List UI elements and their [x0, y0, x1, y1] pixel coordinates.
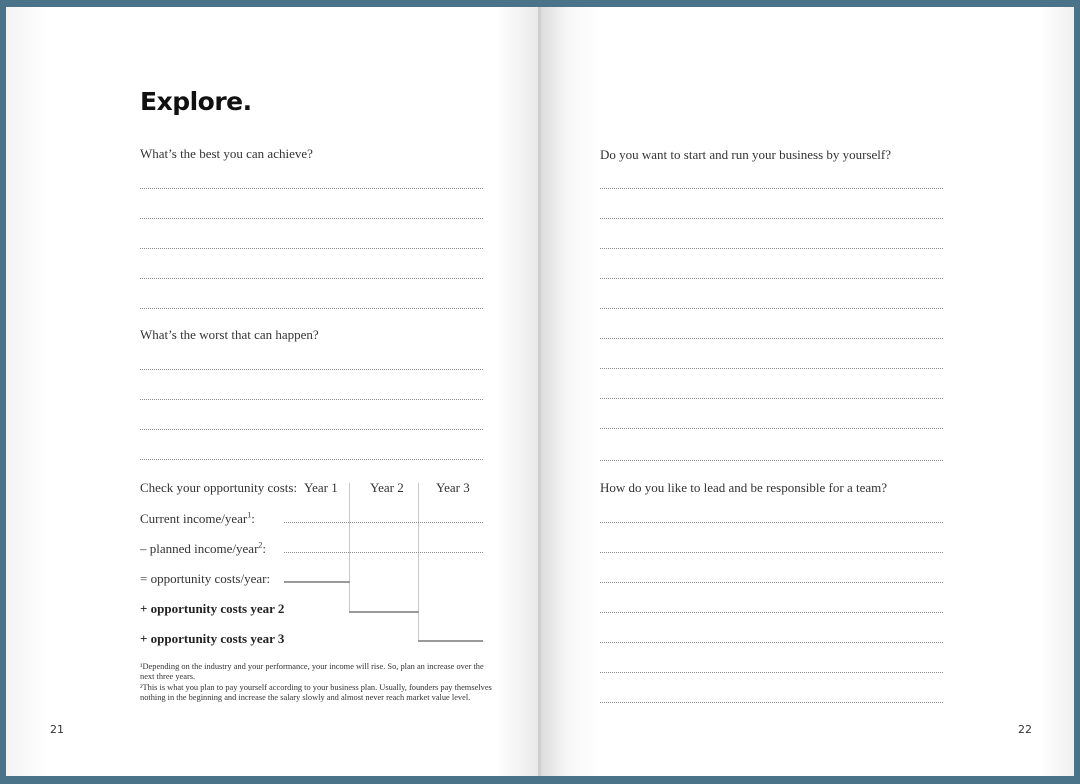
- answer-line[interactable]: [140, 459, 483, 460]
- current-income-input[interactable]: [284, 522, 483, 523]
- question-run-alone: Do you want to start and run your business by yourself?: [600, 147, 892, 162]
- answer-line[interactable]: [600, 552, 943, 553]
- opportunity-heading: Check your opportunity costs:: [140, 480, 298, 495]
- page-number-right: 22: [1018, 723, 1032, 736]
- answer-line[interactable]: [600, 642, 943, 643]
- year-1-total-line[interactable]: [284, 581, 350, 583]
- right-page: [540, 7, 1074, 776]
- costs-year-2-label: + opportunity costs year 2: [140, 601, 285, 616]
- answer-line[interactable]: [600, 308, 943, 309]
- answer-line[interactable]: [600, 460, 943, 461]
- planned-income-label: – planned income/year$^2$:: [140, 540, 267, 556]
- question-best: What’s the best you can achieve?: [140, 146, 313, 161]
- book-gutter: [538, 7, 541, 776]
- answer-line[interactable]: [600, 672, 943, 673]
- answer-line[interactable]: [600, 398, 943, 399]
- answer-line[interactable]: [600, 522, 943, 523]
- column-divider: [349, 483, 350, 613]
- answer-line[interactable]: [140, 188, 483, 189]
- answer-line[interactable]: [600, 248, 943, 249]
- page-number-left: 21: [50, 723, 64, 736]
- answer-line[interactable]: [600, 702, 943, 703]
- answer-line[interactable]: [140, 399, 483, 400]
- year-1-header: Year 1: [304, 480, 338, 495]
- answer-line[interactable]: [140, 278, 483, 279]
- answer-line[interactable]: [600, 278, 943, 279]
- footnote-1: ¹Depending on the industry and your performance, your income will rise. So, plan an increase over the next three years.: [140, 662, 484, 681]
- year-3-header: Year 3: [436, 480, 470, 495]
- answer-line[interactable]: [140, 369, 483, 370]
- answer-line[interactable]: [600, 428, 943, 429]
- current-income-label: Current income/year$^1$:: [140, 510, 255, 526]
- open-book: [6, 7, 1074, 776]
- planned-income-input[interactable]: [284, 552, 483, 553]
- answer-line[interactable]: [600, 612, 943, 613]
- answer-line[interactable]: [140, 248, 483, 249]
- opportunity-costs-label: = opportunity costs/year:: [140, 571, 271, 586]
- year-3-total-line[interactable]: [418, 640, 483, 642]
- answer-line[interactable]: [140, 308, 483, 309]
- question-worst: What’s the worst that can happen?: [140, 327, 319, 342]
- answer-line[interactable]: [140, 429, 483, 430]
- page-title: Explore.: [140, 87, 252, 116]
- answer-line[interactable]: [600, 188, 943, 189]
- answer-line[interactable]: [600, 218, 943, 219]
- footnote-2: ²This is what you plan to pay yourself according to your business plan. Usually, founders pay themselves nothing in the beginning and increase the salary slowly and almost never reach market value level.: [140, 683, 492, 702]
- left-page: [6, 7, 540, 776]
- answer-line[interactable]: [140, 218, 483, 219]
- column-divider: [418, 483, 419, 640]
- year-2-header: Year 2: [370, 480, 404, 495]
- year-2-total-line[interactable]: [349, 611, 419, 613]
- costs-year-3-label: + opportunity costs year 3: [140, 631, 285, 646]
- question-lead-team: How do you like to lead and be responsible for a team?: [600, 480, 887, 495]
- answer-line[interactable]: [600, 582, 943, 583]
- answer-line[interactable]: [600, 368, 943, 369]
- answer-line[interactable]: [600, 338, 943, 339]
